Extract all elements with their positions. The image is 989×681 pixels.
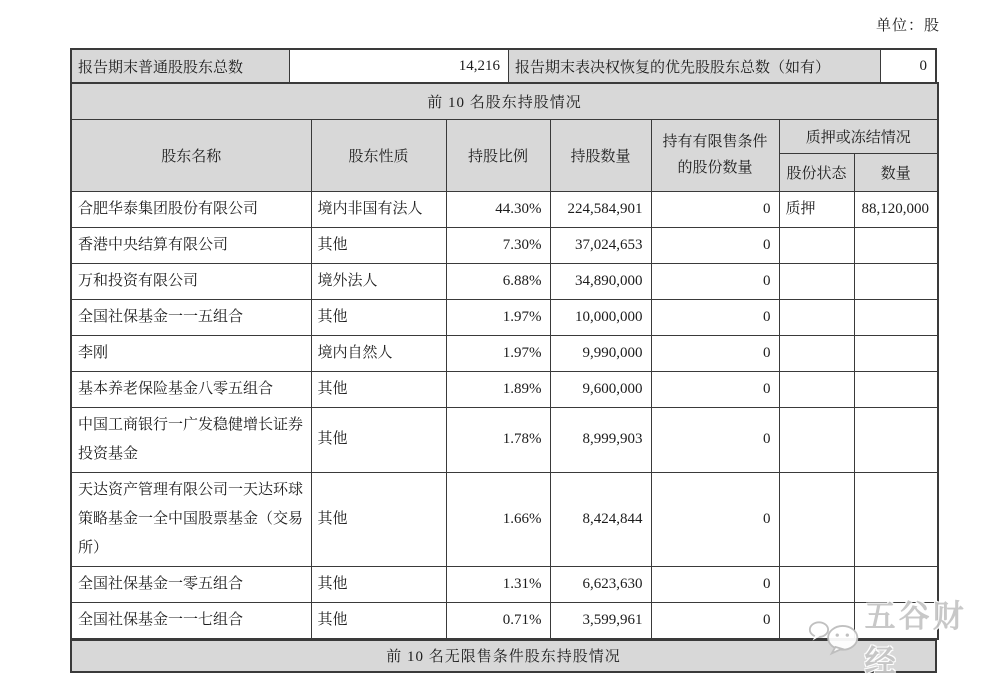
- table-row: [71, 566, 938, 602]
- pledge-status-cell: [779, 566, 854, 602]
- pledge-quantity-cell: [854, 407, 938, 472]
- holding-ratio-cell: 1.97%: [446, 335, 550, 371]
- shareholder-name-cell: 合肥华泰集团股份有限公司: [71, 191, 311, 227]
- watermark-text: 五谷财经: [864, 599, 967, 679]
- pledge-status-cell: [779, 263, 854, 299]
- pledge-quantity-cell: [854, 371, 938, 407]
- shareholder-nature-cell: 境内自然人: [311, 335, 446, 371]
- restricted-shares-cell: 0: [651, 191, 779, 227]
- pledge-quantity-cell: [854, 263, 938, 299]
- restricted-shares-cell: 0: [651, 371, 779, 407]
- col-header-pledge-quantity: 数量: [854, 153, 938, 191]
- pledge-quantity-cell: 88,120,000: [854, 191, 938, 227]
- col-header-restricted-line1: 持有有限售条件: [662, 134, 768, 150]
- shareholder-name-cell: 天达资产管理有限公司一天达环球策略基金一全中国股票基金（交易所）: [71, 472, 311, 566]
- shareholder-nature-cell: 境外法人: [311, 263, 446, 299]
- shareholder-nature-cell: 境内非国有法人: [311, 191, 446, 227]
- shareholder-nature-cell: 其他: [311, 602, 446, 639]
- restricted-shares-cell: 0: [651, 299, 779, 335]
- col-header-shareholder-name: 股东名称: [71, 119, 311, 191]
- unit-label: 单位：股: [875, 18, 940, 34]
- table-row: [71, 407, 938, 472]
- table-row: [71, 472, 938, 566]
- pledge-status-cell: [779, 227, 854, 263]
- holding-shares-cell: 8,999,903: [550, 407, 651, 472]
- holding-ratio-cell: 1.66%: [446, 472, 550, 566]
- table-row: [71, 191, 938, 227]
- holding-shares-cell: 10,000,000: [550, 299, 651, 335]
- shareholder-name-cell: 李刚: [71, 335, 311, 371]
- pledge-quantity-cell: [854, 602, 938, 639]
- summary-row: [70, 48, 937, 82]
- col-header-pledge-status: 股份状态: [779, 153, 854, 191]
- pledge-status-cell: [779, 407, 854, 472]
- top10-shareholders-table: [70, 82, 939, 640]
- col-header-holding-ratio: 持股比例: [446, 119, 550, 191]
- holding-shares-cell: 34,890,000: [550, 263, 651, 299]
- holding-ratio-cell: 0.71%: [446, 602, 550, 639]
- holding-shares-cell: 224,584,901: [550, 191, 651, 227]
- pledge-status-cell: [779, 472, 854, 566]
- col-header-shareholder-nature: 股东性质: [311, 119, 446, 191]
- pledge-quantity-cell: [854, 472, 938, 566]
- holding-shares-cell: 6,623,630: [550, 566, 651, 602]
- pledge-quantity-cell: [854, 299, 938, 335]
- pledge-quantity-cell: [854, 335, 938, 371]
- shareholder-name-cell: 万和投资有限公司: [71, 263, 311, 299]
- holding-ratio-cell: 1.31%: [446, 566, 550, 602]
- shareholder-report-table: [70, 48, 937, 673]
- holding-ratio-cell: 1.97%: [446, 299, 550, 335]
- pledge-status-cell: [779, 371, 854, 407]
- shareholder-name-cell: 香港中央结算有限公司: [71, 227, 311, 263]
- shareholder-name-cell: 中国工商银行一广发稳健增长证券投资基金: [71, 407, 311, 472]
- col-header-restricted-shares: [651, 119, 779, 191]
- restricted-shares-cell: 0: [651, 407, 779, 472]
- col-header-restricted-line2: 的股份数量: [677, 160, 753, 176]
- common-shareholders-value: 14,216: [290, 50, 509, 82]
- section-title: 前 10 名股东持股情况: [71, 83, 938, 119]
- table-row: [71, 227, 938, 263]
- preferred-shareholders-value: 0: [881, 50, 935, 82]
- table-row: [71, 335, 938, 371]
- restricted-shares-cell: 0: [651, 602, 779, 639]
- pledge-status-cell: [779, 335, 854, 371]
- holding-ratio-cell: 44.30%: [446, 191, 550, 227]
- pledge-quantity-cell: [854, 227, 938, 263]
- restricted-shares-cell: 0: [651, 263, 779, 299]
- shareholder-rows: [71, 191, 938, 639]
- holding-shares-cell: 8,424,844: [550, 472, 651, 566]
- restricted-shares-cell: 0: [651, 335, 779, 371]
- shareholder-name-cell: 全国社保基金一零五组合: [71, 566, 311, 602]
- shareholder-nature-cell: 其他: [311, 566, 446, 602]
- table-row: [71, 299, 938, 335]
- section-title-row: [71, 83, 938, 119]
- common-shareholders-label: 报告期末普通股股东总数: [72, 50, 290, 82]
- col-header-pledge-group: 质押或冻结情况: [779, 119, 938, 153]
- holding-ratio-cell: 7.30%: [446, 227, 550, 263]
- shareholder-name-cell: 全国社保基金一一五组合: [71, 299, 311, 335]
- holding-ratio-cell: 6.88%: [446, 263, 550, 299]
- holding-ratio-cell: 1.78%: [446, 407, 550, 472]
- header-row-1: [71, 119, 938, 153]
- restricted-shares-cell: 0: [651, 472, 779, 566]
- col-header-holding-shares: 持股数量: [550, 119, 651, 191]
- shareholder-nature-cell: 其他: [311, 371, 446, 407]
- pledge-status-cell: [779, 602, 854, 639]
- shareholder-nature-cell: 其他: [311, 227, 446, 263]
- restricted-shares-cell: 0: [651, 566, 779, 602]
- shareholder-name-cell: 全国社保基金一一七组合: [71, 602, 311, 639]
- table-row: [71, 263, 938, 299]
- holding-shares-cell: 9,990,000: [550, 335, 651, 371]
- pledge-quantity-cell: [854, 566, 938, 602]
- holding-shares-cell: 37,024,653: [550, 227, 651, 263]
- holding-shares-cell: 9,600,000: [550, 371, 651, 407]
- shareholder-nature-cell: 其他: [311, 472, 446, 566]
- table-row: [71, 371, 938, 407]
- preferred-shareholders-label: 报告期末表决权恢复的优先股股东总数（如有）: [509, 50, 881, 82]
- holding-shares-cell: 3,599,961: [550, 602, 651, 639]
- shareholder-nature-cell: 其他: [311, 407, 446, 472]
- pledge-status-cell: [779, 299, 854, 335]
- holding-ratio-cell: 1.89%: [446, 371, 550, 407]
- shareholder-name-cell: 基本养老保险基金八零五组合: [71, 371, 311, 407]
- restricted-shares-cell: 0: [651, 227, 779, 263]
- shareholder-nature-cell: 其他: [311, 299, 446, 335]
- footer-section-title: 前 10 名无限售条件股东持股情况: [70, 639, 937, 673]
- pledge-status-cell: 质押: [779, 191, 854, 227]
- table-row: [71, 602, 938, 639]
